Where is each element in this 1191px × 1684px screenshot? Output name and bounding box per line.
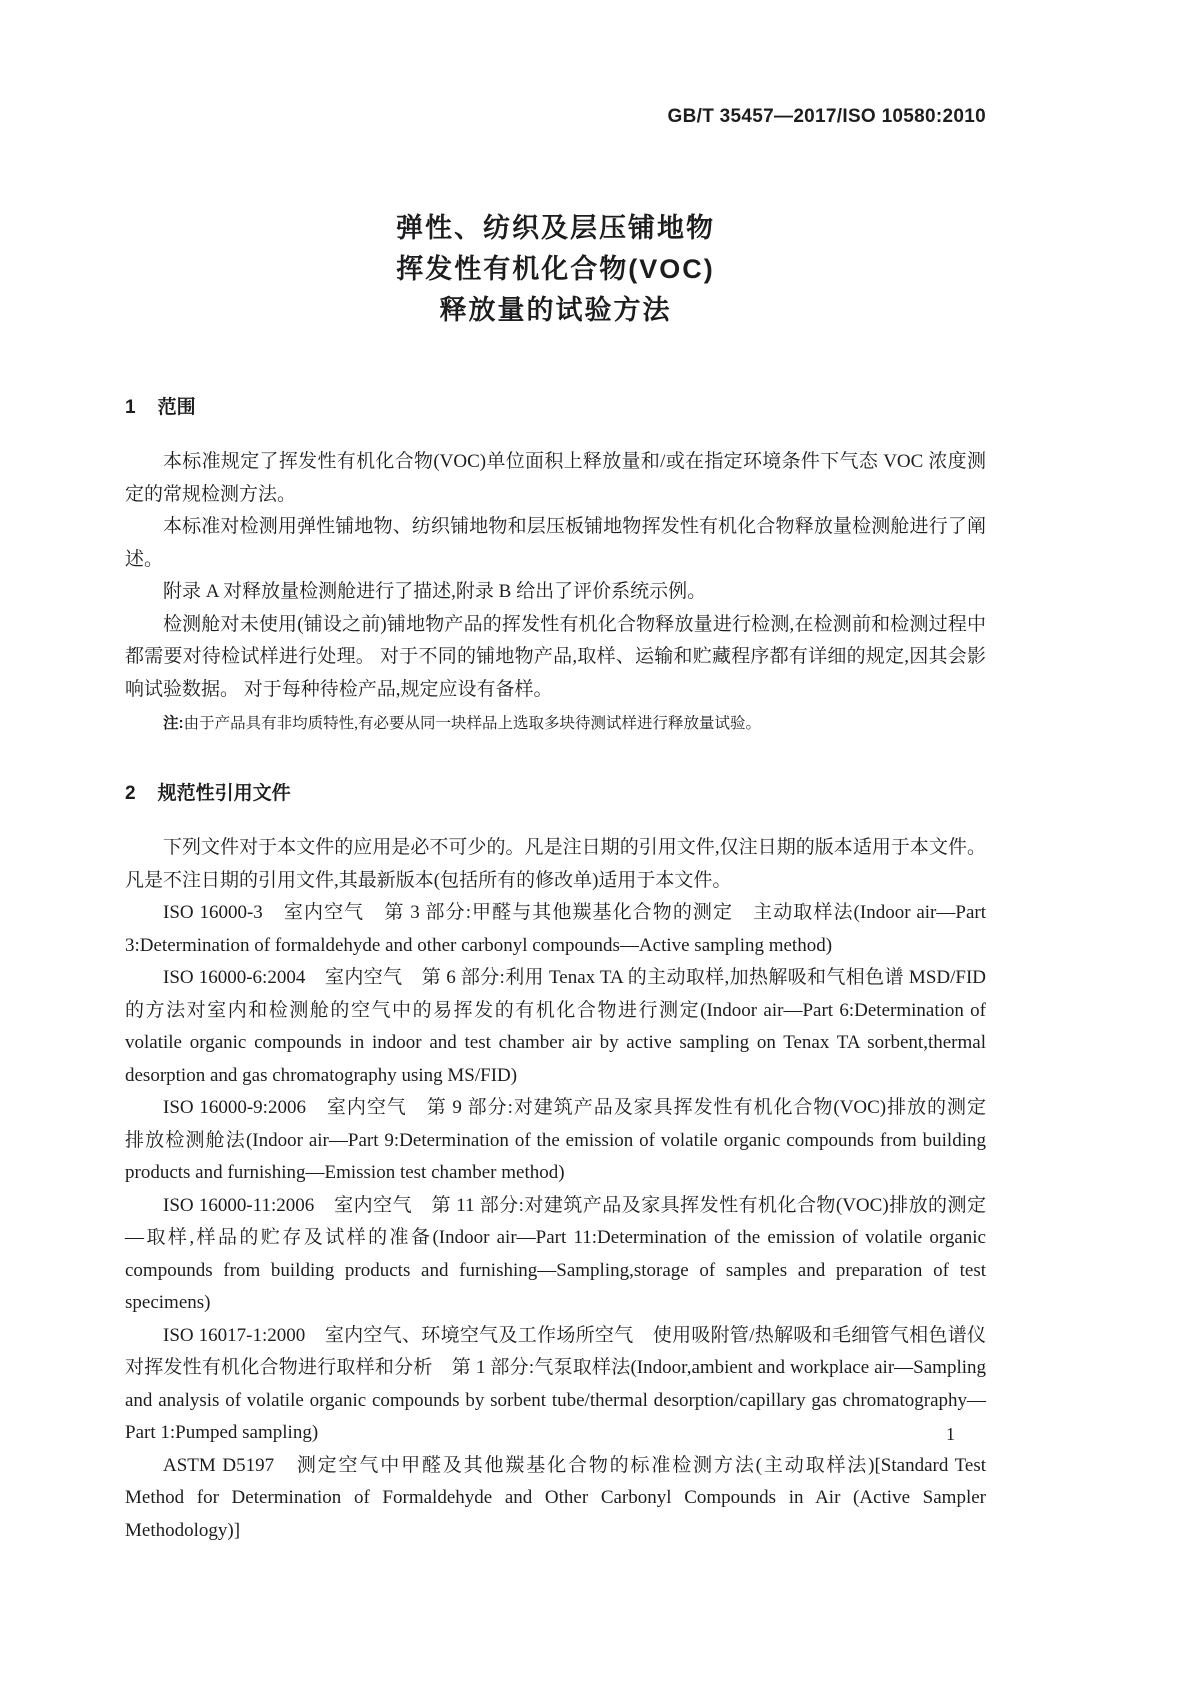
section-1-number: 1 [125, 397, 136, 418]
reference-item-iso-16000-3: ISO 16000-3 室内空气 第 3 部分:甲醛与其他羰基化合物的测定 主动取样法(Indoor air—Part 3:Determination of formaldehyde and other carbonyl compounds—Active sampling method) [125, 902, 986, 956]
note-text: 由于产品具有非均质特性,有必要从同一块样品上选取多块待测试样进行释放量试验。 [183, 715, 762, 732]
page-number: 1 [946, 1424, 955, 1444]
section-1-paragraph-4: 检测舱对未使用(铺设之前)铺地物产品的挥发性有机化合物释放量进行检测,在检测前和检测过程中都需要对待检试样进行处理。 对于不同的铺地物产品,取样、运输和贮藏程序都有详细的规定,因其会影响试验数据。 对于每种待检产品,规定应设有备样。 [125, 613, 986, 700]
title-line-3: 释放量的试验方法 [439, 295, 672, 325]
section-1-paragraph-3: 附录 A 对释放量检测舱进行了描述,附录 B 给出了评价系统示例。 [163, 581, 707, 602]
section-1-heading [125, 395, 986, 421]
page-content [125, 0, 1006, 1547]
standard-number: GB/T 35457—2017/ISO 10580:2010 [667, 106, 986, 127]
section-2-heading [125, 781, 986, 807]
note-label: 注: [162, 715, 184, 732]
section-1-paragraph-2: 本标准对检测用弹性铺地物、纺织铺地物和层压板铺地物挥发性有机化合物释放量检测舱进行了阐述。 [125, 516, 986, 570]
reference-item-iso-16000-6: ISO 16000-6:2004 室内空气 第 6 部分:利用 Tenax TA 的主动取样,加热解吸和气相色谱 MSD/FID 的方法对室内和检测舱的空气中的易挥发的有机化合物进行测定(Indoor air—Part 6:Determination of volatile organic compounds in indoor and test chamber air by active sampling on Tenax TA sorbent,thermal desorption and gas chromatography using MS/FID) [125, 967, 986, 1086]
section-2-title: 规范性引用文件 [157, 783, 291, 804]
document-title [125, 208, 986, 331]
section-1-paragraph-1: 本标准规定了挥发性有机化合物(VOC)单位面积上释放量和/或在指定环境条件下气态 VOC 浓度测定的常规检测方法。 [125, 451, 986, 505]
reference-item-iso-16000-9: ISO 16000-9:2006 室内空气 第 9 部分:对建筑产品及家具挥发性有机化合物(VOC)排放的测定 排放检测舱法(Indoor air—Part 9:Determination of the emission of volatile organic compounds from building products and furnishing—Emission test chamber method) [125, 1097, 1006, 1183]
section-1-title: 范围 [157, 397, 196, 418]
section-2-intro: 下列文件对于本文件的应用是必不可少的。凡是注日期的引用文件,仅注日期的版本适用于本文件。凡是不注日期的引用文件,其最新版本(包括所有的修改单)适用于本文件。 [125, 837, 986, 891]
reference-item-iso-16000-11: ISO 16000-11:2006 室内空气 第 11 部分:对建筑产品及家具挥发性有机化合物(VOC)排放的测定—取样,样品的贮存及试样的准备(Indoor air—Part 11:Determination of the emission of volatile organic compounds from building products and furnishing—Sampling,storage of samples and preparation of test specimens) [125, 1194, 986, 1313]
title-line-1: 弹性、纺织及层压铺地物 [396, 213, 715, 243]
reference-item-iso-16017-1: ISO 16017-1:2000 室内空气、环境空气及工作场所空气 使用吸附管/热解吸和毛细管气相色谱仪对挥发性有机化合物进行取样和分析 第 1 部分:气泵取样法(Indoor,ambient and workplace air—Sampling and analysis of volatile organic compounds by sorbent tube/thermal desorption/capillary gas chromatography—Part 1:Pumped sampling) [125, 1324, 986, 1443]
title-line-2: 挥发性有机化合物(VOC) [396, 254, 715, 284]
reference-item-astm-d5197: ASTM D5197 测定空气中甲醛及其他羰基化合物的标准检测方法(主动取样法)[Standard Test Method for Determination of Formaldehyde and Other Carbonyl Compounds in Air (Active Sampler Methodology)] [125, 1454, 986, 1541]
section-2-number: 2 [125, 783, 136, 804]
section-1-note [125, 711, 986, 737]
